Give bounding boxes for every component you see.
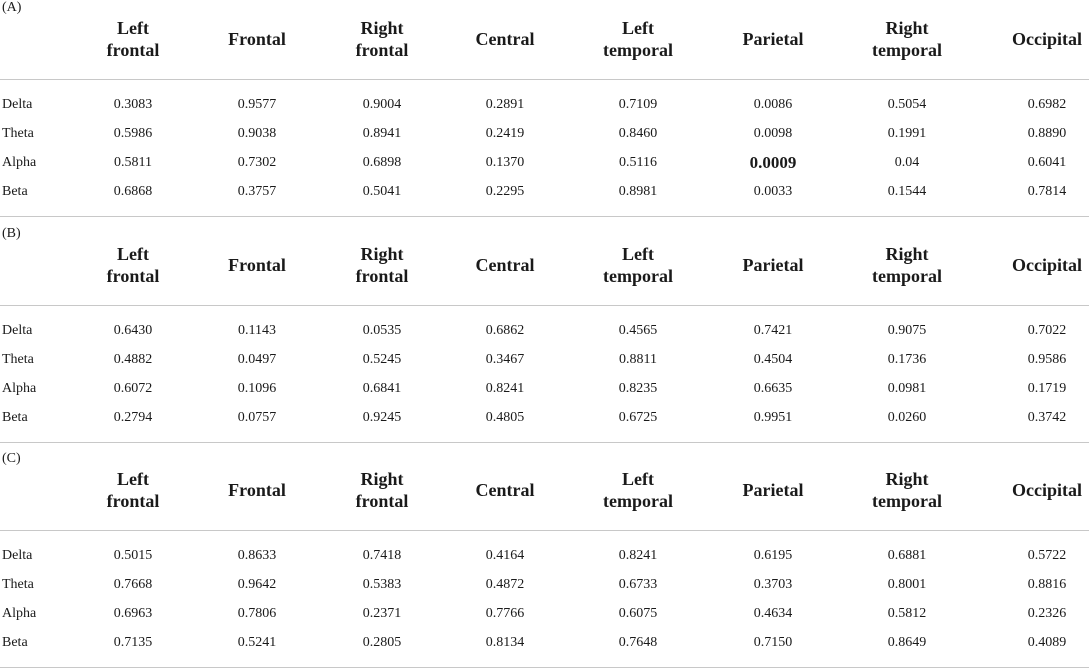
table-cell: 0.8633	[237, 548, 277, 563]
table-cell: 0.1096	[237, 381, 277, 396]
row-label-band: Beta	[2, 635, 28, 650]
table-cell: 0.4882	[113, 352, 153, 367]
table-cell: 0.5116	[619, 155, 657, 170]
table-cell: 0.6898	[362, 155, 402, 170]
table-cell: 0.4164	[485, 548, 525, 563]
row-label-band: Beta	[2, 184, 28, 199]
table-cell: 0.6430	[113, 323, 153, 338]
table-cell: 0.2419	[485, 126, 525, 141]
column-header: Frontal	[228, 29, 286, 49]
table-row	[0, 148, 1089, 177]
column-header: Central	[475, 29, 535, 49]
panel-label: (B)	[2, 226, 21, 241]
table-cell: 0.6072	[113, 381, 153, 396]
table-cell: 0.0098	[753, 126, 793, 141]
column-header: Frontal	[228, 480, 286, 500]
panel-bottom-rule	[0, 216, 1089, 217]
column-header: Central	[475, 255, 535, 275]
table-cell: 0.0033	[753, 184, 793, 199]
table-cell: 0.7418	[362, 548, 402, 563]
header-divider	[0, 305, 1089, 306]
table-cell: 0.3467	[485, 352, 525, 367]
table-cell: 0.1143	[238, 323, 276, 338]
table-cell: 0.8890	[1027, 126, 1067, 141]
table-cell: 0.9577	[237, 97, 277, 112]
table-cell: 0.0535	[362, 323, 402, 338]
table-cell: 0.8134	[485, 635, 525, 650]
table-cell: 0.1544	[887, 184, 927, 199]
table-row	[0, 628, 1089, 657]
table-row	[0, 177, 1089, 206]
table-cell: 0.5041	[362, 184, 402, 199]
table-cell: 0.9586	[1027, 352, 1067, 367]
table-cell: 0.4504	[753, 352, 793, 367]
table-cell: 0.2371	[362, 606, 402, 621]
table-cell: 0.2794	[113, 410, 153, 425]
header-row	[0, 226, 1089, 304]
table-cell: 0.6075	[618, 606, 658, 621]
table-cell: 0.3083	[113, 97, 153, 112]
table-panel	[0, 226, 1089, 446]
table-cell: 0.2891	[485, 97, 525, 112]
row-label-band: Alpha	[2, 606, 37, 621]
table-cell: 0.0497	[237, 352, 277, 367]
table-cell: 0.9951	[753, 410, 793, 425]
column-header: Occipital	[1012, 255, 1082, 275]
table-cell: 0.7109	[618, 97, 658, 112]
row-label-band: Theta	[2, 126, 34, 141]
table-cell: 0.5054	[887, 97, 927, 112]
row-label-band: Beta	[2, 410, 28, 425]
table-cell: 0.0009	[749, 153, 797, 172]
table-cell: 0.9245	[362, 410, 402, 425]
table-row	[0, 403, 1089, 432]
column-header: Parietal	[742, 29, 804, 49]
table-cell: 0.6982	[1027, 97, 1067, 112]
table-cell: 0.6841	[362, 381, 402, 396]
table-cell: 0.6041	[1027, 155, 1067, 170]
table-cell: 0.8241	[485, 381, 525, 396]
table-cell: 0.8811	[619, 352, 657, 367]
table-cell: 0.4634	[753, 606, 793, 621]
header-row	[0, 0, 1089, 78]
table-cell: 0.7806	[237, 606, 277, 621]
column-header: Right frontal	[355, 18, 409, 60]
table-cell: 0.0757	[237, 410, 277, 425]
panel-label: (A)	[2, 0, 22, 15]
table-cell: 0.1991	[887, 126, 927, 141]
column-header: Parietal	[742, 480, 804, 500]
panel-bottom-rule	[0, 442, 1089, 443]
row-label-band: Theta	[2, 577, 34, 592]
table-cell: 0.9642	[237, 577, 277, 592]
table-row	[0, 599, 1089, 628]
table-cell: 0.6733	[618, 577, 658, 592]
column-header: Left temporal	[603, 244, 673, 286]
table-cell: 0.7150	[753, 635, 793, 650]
table-cell: 0.5241	[237, 635, 277, 650]
column-header: Left frontal	[106, 18, 160, 60]
column-header: Right temporal	[872, 18, 942, 60]
table-cell: 0.7648	[618, 635, 658, 650]
table-cell: 0.6862	[485, 323, 525, 338]
table-cell: 0.7766	[485, 606, 525, 621]
row-label-band: Theta	[2, 352, 34, 367]
table-cell: 0.9075	[887, 323, 927, 338]
table-cell: 0.5986	[113, 126, 153, 141]
table-cell: 0.7135	[113, 635, 153, 650]
table-cell: 0.2295	[485, 184, 525, 199]
row-label-band: Delta	[2, 97, 33, 112]
table-cell: 0.0981	[887, 381, 927, 396]
header-row	[0, 451, 1089, 529]
table-cell: 0.5383	[362, 577, 402, 592]
table-cell: 0.4089	[1027, 635, 1067, 650]
table-cell: 0.1370	[485, 155, 525, 170]
row-label-band: Delta	[2, 548, 33, 563]
table-cell: 0.0260	[887, 410, 927, 425]
header-divider	[0, 79, 1089, 80]
table-cell: 0.5015	[113, 548, 153, 563]
column-header: Left frontal	[106, 469, 160, 511]
table-cell: 0.8981	[618, 184, 658, 199]
column-header: Right temporal	[872, 244, 942, 286]
table-cell: 0.4805	[485, 410, 525, 425]
table-cell: 0.8941	[362, 126, 402, 141]
column-header: Central	[475, 480, 535, 500]
table-cell: 0.9004	[362, 97, 402, 112]
header-divider	[0, 530, 1089, 531]
table-cell: 0.6963	[113, 606, 153, 621]
column-header: Right frontal	[355, 469, 409, 511]
table-cell: 0.2326	[1027, 606, 1067, 621]
table-cell: 0.3757	[237, 184, 277, 199]
table-cell: 0.9038	[237, 126, 277, 141]
table-cell: 0.8235	[618, 381, 658, 396]
table-cell: 0.4565	[618, 323, 658, 338]
table-cell: 0.7421	[753, 323, 793, 338]
table-cell: 0.1736	[887, 352, 927, 367]
column-header: Occipital	[1012, 29, 1082, 49]
row-label-band: Alpha	[2, 381, 37, 396]
table-row	[0, 316, 1089, 345]
column-header: Frontal	[228, 255, 286, 275]
column-header: Left temporal	[603, 18, 673, 60]
table-cell: 0.7814	[1027, 184, 1067, 199]
table-cell: 0.7302	[237, 155, 277, 170]
table-cell: 0.1719	[1027, 381, 1067, 396]
table-cell: 0.6881	[887, 548, 927, 563]
panel-label: (C)	[2, 451, 21, 466]
table-cell: 0.7022	[1027, 323, 1067, 338]
table-cell: 0.6635	[753, 381, 793, 396]
table-cell: 0.2805	[362, 635, 402, 650]
table-cell: 0.5812	[887, 606, 927, 621]
table-cell: 0.5722	[1027, 548, 1067, 563]
table-cell: 0.4872	[485, 577, 525, 592]
table-cell: 0.8241	[618, 548, 658, 563]
table-cell: 0.3703	[753, 577, 793, 592]
table-row	[0, 345, 1089, 374]
table-row	[0, 541, 1089, 570]
table-cell: 0.8816	[1027, 577, 1067, 592]
table-cell: 0.0086	[753, 97, 793, 112]
table-cell: 0.6725	[618, 410, 658, 425]
table-cell: 0.04	[894, 155, 920, 170]
row-label-band: Alpha	[2, 155, 37, 170]
table-cell: 0.8001	[887, 577, 927, 592]
column-header: Parietal	[742, 255, 804, 275]
column-header: Right temporal	[872, 469, 942, 511]
table-panel	[0, 0, 1089, 220]
column-header: Left frontal	[106, 244, 160, 286]
table-cell: 0.5811	[114, 155, 152, 170]
table-cell: 0.8460	[618, 126, 658, 141]
table-cell: 0.3742	[1027, 410, 1067, 425]
row-label-band: Delta	[2, 323, 33, 338]
table-cell: 0.6195	[753, 548, 793, 563]
table-cell: 0.5245	[362, 352, 402, 367]
column-header: Right frontal	[355, 244, 409, 286]
panel-bottom-rule	[0, 667, 1089, 668]
column-header: Occipital	[1012, 480, 1082, 500]
table-row	[0, 90, 1089, 119]
table-row	[0, 119, 1089, 148]
column-header: Left temporal	[603, 469, 673, 511]
table-cell: 0.7668	[113, 577, 153, 592]
table-panel	[0, 451, 1089, 671]
table-cell: 0.8649	[887, 635, 927, 650]
table-row	[0, 374, 1089, 403]
table-cell: 0.6868	[113, 184, 153, 199]
table-row	[0, 570, 1089, 599]
